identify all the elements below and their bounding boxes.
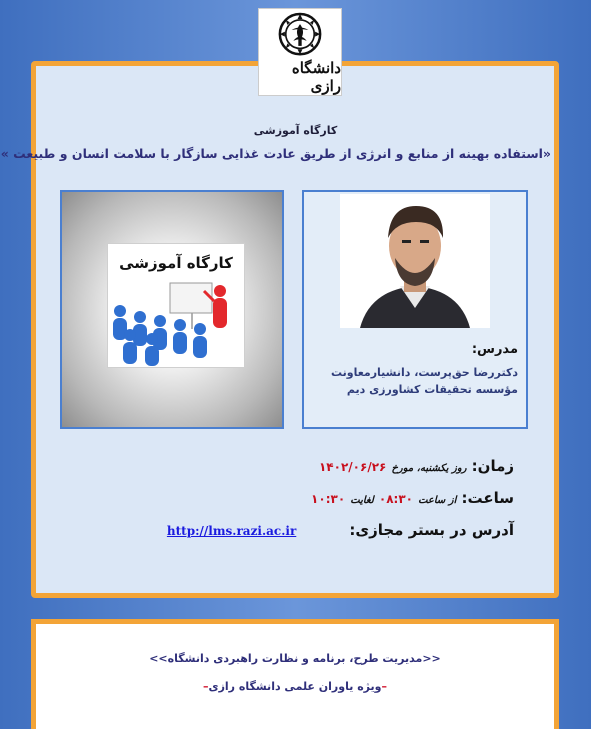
razi-university-seal-icon xyxy=(265,9,335,61)
address-row xyxy=(167,520,514,539)
instructor-photo xyxy=(340,194,490,328)
workshop-image-label: کارگاه آموزشی xyxy=(119,254,233,272)
university-logo xyxy=(258,8,342,96)
event-date: ۱۴۰۲/۰۶/۲۶ xyxy=(318,460,387,474)
hour-label: ساعت: xyxy=(461,489,514,507)
footer-card xyxy=(31,619,559,729)
hour-to-prefix: لغایت xyxy=(350,495,374,506)
instructor-name: دکتررضا حق‌پرست، دانشیارمعاونت مؤسسه تحقیقات کشاورزی دیم xyxy=(330,366,518,396)
special-note xyxy=(36,680,554,693)
page-title: «استفاده بهینه از منابع و انرژی از طریق عادت غذایی سازگار با سلامت انسان و طبیعت » xyxy=(0,146,551,161)
special-text: ویژه یاوران علمی دانشگاه رازی xyxy=(208,680,382,693)
department-text: <<مدیریت طرح، برنامه و نظارت راهبردی دانشگاه>> xyxy=(149,652,441,665)
dash-right: – xyxy=(203,680,209,693)
instructor-label: مدرس: xyxy=(471,342,518,357)
dash-left: – xyxy=(381,680,387,693)
workshop-image xyxy=(107,243,245,368)
subtitle: کارگاه آموزشی xyxy=(253,124,338,137)
hour-from-prefix: از ساعت xyxy=(418,495,457,506)
hour-row xyxy=(311,488,514,507)
time-row xyxy=(319,456,514,475)
instructor-portrait-icon xyxy=(340,194,490,328)
instructor-card xyxy=(302,190,528,429)
address-label: آدرس در بستر مجازی: xyxy=(349,521,514,539)
time-prefix: روز یکشنبه، مورخ xyxy=(391,463,467,474)
hour-to: ۱۰:۳۰ xyxy=(311,492,346,506)
time-label: زمان: xyxy=(471,457,514,475)
training-presentation-icon xyxy=(108,277,244,367)
logo-text: دانشگاه رازی xyxy=(291,59,341,95)
hour-from: ۰۸:۳۰ xyxy=(378,492,413,506)
lms-link[interactable]: http://lms.razi.ac.ir xyxy=(166,524,297,538)
